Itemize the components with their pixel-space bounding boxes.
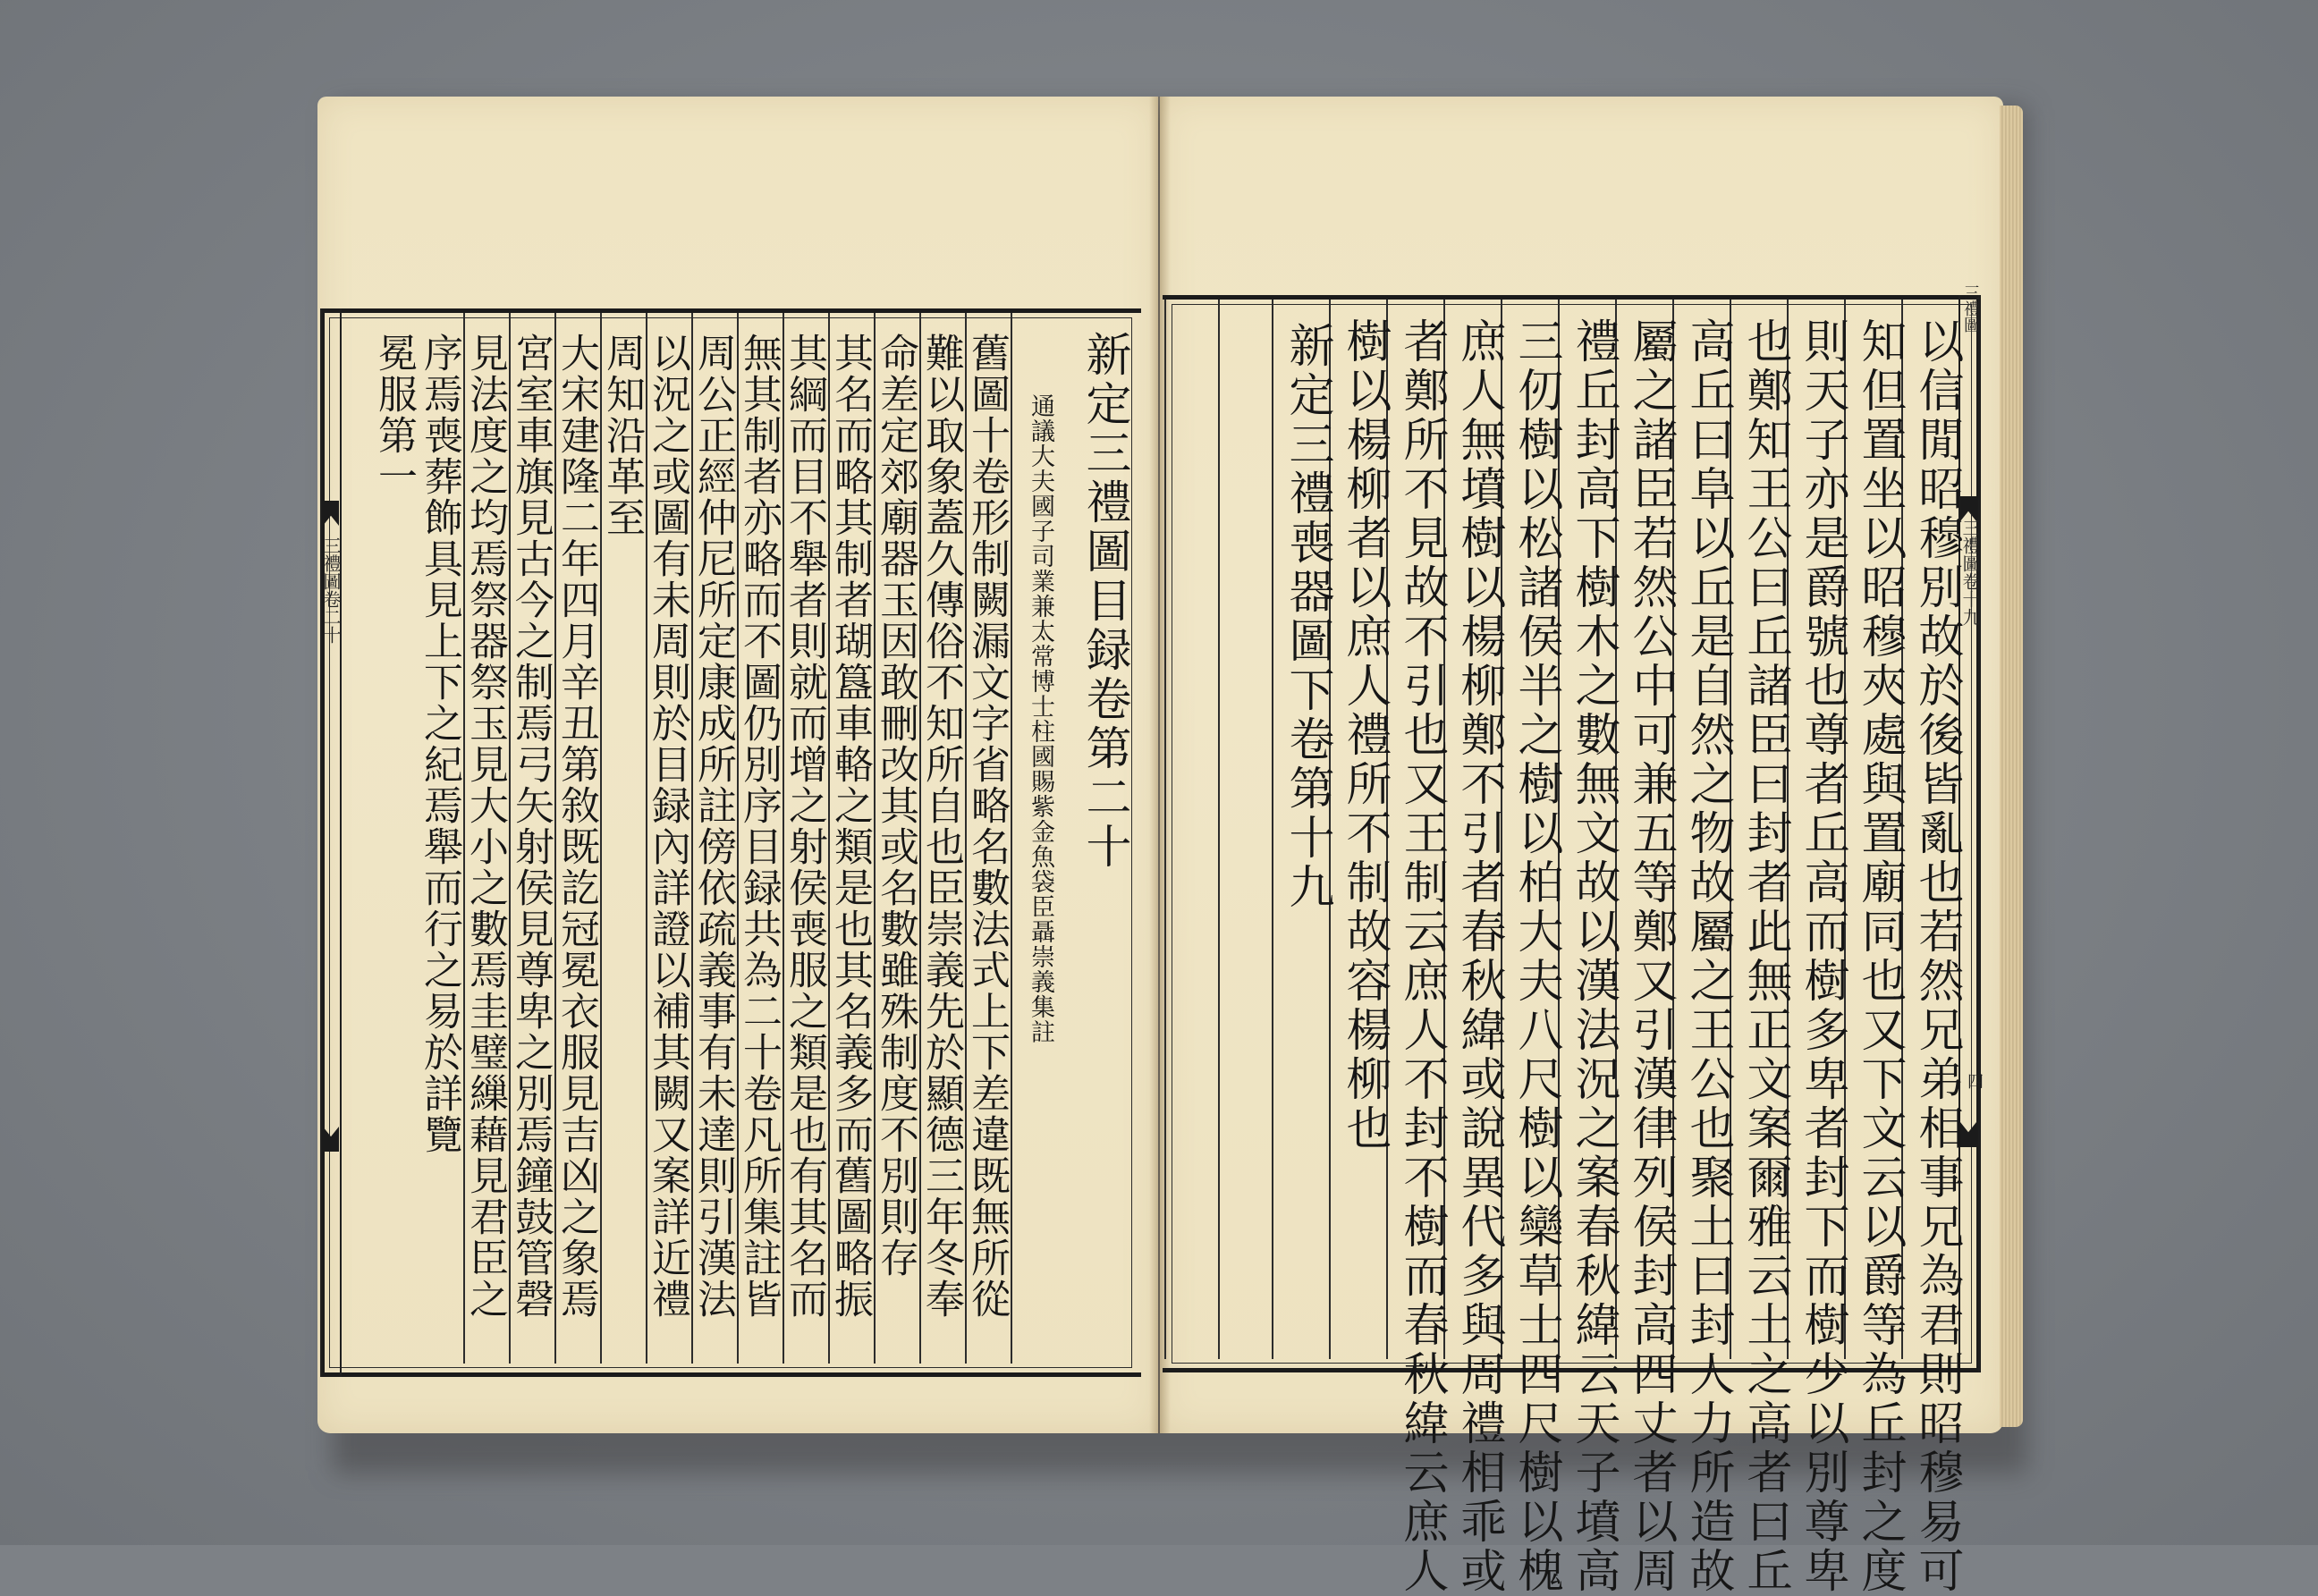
column-rule	[1164, 300, 1166, 1359]
text-column: 屬之諸臣若然公中可兼五等鄭又引漢律列侯封高四丈者以周	[1624, 317, 1677, 1596]
page-edges	[2000, 106, 2023, 1427]
page-number: 四	[1965, 1073, 1984, 1089]
text-column: 難以取象蓋久傳俗不知所自也臣崇義先於顯德三年冬奉	[918, 333, 964, 1320]
text-column: 其名而略其制者瑚簋車輅之類是也其名義多而舊圖略振	[827, 333, 873, 1320]
column-rule	[1272, 300, 1273, 1359]
text-column: 高丘曰阜以丘是自然之物故屬之王公也聚土曰封人力所造故	[1681, 317, 1734, 1596]
text-column: 知但置坐以昭穆夾處與置廟同也又下文云以爵等為丘封之度	[1853, 317, 1906, 1596]
text-column: 者鄭所不見故不引也又王制云庶人不封不樹而春秋緯云庶人	[1395, 317, 1448, 1596]
text-column: 周公正經仲尼所定康成所註傍依疏義事有未達則引漢法	[690, 333, 736, 1320]
text-column: 大宋建隆二年四月辛丑第敘既訖冠冕衣服見吉凶之象焉	[554, 333, 599, 1320]
text-column: 序焉喪葬飾具見上下之紀焉舉而行之易於詳覽	[417, 333, 462, 1155]
section-heading: 冕服第一	[371, 333, 417, 497]
left-page-credit: 通議大夫國子司業兼太常博士柱國賜紫金魚袋臣聶崇義集註	[1027, 393, 1054, 1044]
text-column: 舊圖十卷形制闕漏文字省略名數法式上下差違既無所從	[964, 333, 1010, 1320]
right-fold-title-top: 三禮圖	[1961, 284, 1980, 333]
text-column: 周知沿革至	[599, 333, 645, 538]
right-page-title: 新定三禮喪器圖下卷第十九	[1281, 322, 1333, 912]
text-column: 宮室車旗見古今之制焉弓矢射侯見尊卑之別焉鐘鼓管磬	[508, 333, 554, 1320]
text-column: 庶人無墳樹以楊柳鄭不引者春秋緯或說異代多與周禮相乖或	[1452, 317, 1505, 1596]
text-column: 以信閒昭穆別故於後皆亂也若然兄弟相事兄為君則昭穆易可	[1910, 317, 1963, 1596]
text-column: 命差定郊廟器玉因敢刪改其或名數雖殊制度不別則存	[873, 333, 918, 1279]
text-column: 見法度之均焉祭器祭玉見大小之數焉圭璧繅藉見君臣之	[462, 333, 508, 1320]
text-column: 也鄭知王公曰丘諸臣曰封者此無正文案爾雅云土之高者曰丘	[1738, 317, 1791, 1596]
text-column: 禮丘封高下樹木之數無文故以漢法況之案春秋緯云天子墳高	[1567, 317, 1620, 1596]
right-fold-title: 三禮圖卷十九	[1959, 519, 1981, 626]
text-column: 以況之或圖有未周則於目録內詳證以補其闕又案詳近禮	[645, 333, 690, 1320]
text-column: 則天子亦是爵號也尊者丘高而樹多卑者封下而樹少以別尊卑	[1796, 317, 1848, 1596]
column-rule	[1218, 300, 1220, 1359]
text-column: 其綱而目不舉者則就而增之射侯喪服之類是也有其名而	[782, 333, 827, 1320]
column-rule	[1011, 313, 1012, 1364]
left-fold-column	[320, 308, 342, 1377]
left-fold-title: 三禮圖卷二十	[320, 536, 342, 644]
text-column: 樹以楊柳者以庶人禮所不制故容楊柳也	[1338, 317, 1391, 1153]
text-column: 三仞樹以松諸侯半之樹以柏大夫八尺樹以欒草士四尺樹以槐	[1510, 317, 1562, 1596]
left-page-title: 新定三禮圖目録卷第二十	[1078, 331, 1130, 872]
text-column: 無其制者亦略而不圖仍別序目録共為二十卷凡所集註皆	[736, 333, 782, 1320]
